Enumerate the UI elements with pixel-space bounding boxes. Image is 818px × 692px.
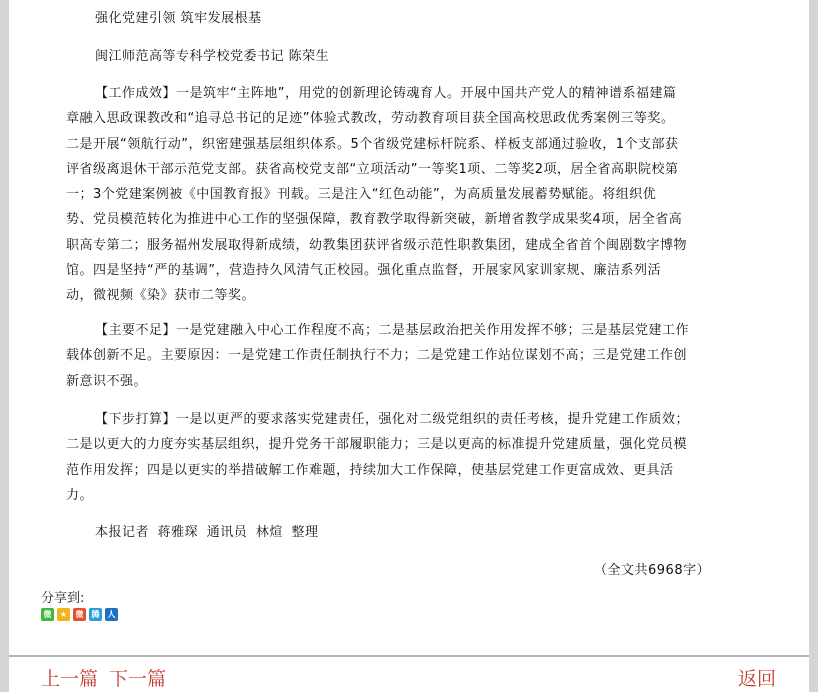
tencent-weibo-icon[interactable]: 腾	[89, 608, 102, 621]
weibo-icon[interactable]: 微	[73, 608, 86, 621]
text-line: 职高专第二；服务福州发展取得新成绩，幼教集团获评省级示范性职教集团，建成全省首个闽剧数字博物	[66, 237, 688, 253]
text-line: 载体创新不足。主要原因：一是党建工作责任制执行不力；二是党建工作站位谋划不高；三是党建工作创	[66, 348, 688, 364]
text-line: 章融入思政课教改和“追寻总书记的足迹”体验式教改，劳动教育项目获全国高校思政优秀案例三等奖。	[66, 111, 675, 127]
share-icon-bar	[41, 608, 118, 621]
word-count: （全文共6968字）	[594, 563, 711, 578]
next-article-link[interactable]: 下一篇	[109, 668, 167, 690]
shortcomings-paragraph	[66, 318, 742, 394]
text-line: 力。	[66, 487, 94, 503]
text-line: 【主要不足】一是党建融入中心工作程度不高；二是基层政治把关作用发挥不够；三是基层党建工作	[95, 323, 690, 338]
share-label: 分享到:	[41, 591, 85, 606]
renren-icon[interactable]: 人	[105, 608, 118, 621]
article-author: 闽江师范高等专科学校党委书记 陈荣生	[95, 49, 330, 64]
text-line: 【工作成效】一是筑牢“主阵地”，用党的创新理论铸魂育人。开展中国共产党人的精神谱系福建篇	[95, 86, 677, 101]
achievements-paragraph	[66, 81, 742, 309]
article-credits: 本报记者 蒋雅琛 通讯员 林煊 整理	[95, 525, 319, 540]
text-line: 新意识不强。	[66, 373, 148, 389]
left-gutter	[0, 0, 9, 692]
text-line: 评省级离退休干部示范党支部。获省高校党支部“立项活动”一等奖1项、二等奖2项，居全省高职院校第	[66, 161, 679, 177]
qzone-icon[interactable]: ★	[57, 608, 70, 621]
prev-article-link[interactable]: 上一篇	[41, 668, 99, 690]
text-line: 范作用发挥；四是以更实的举措破解工作难题，持续加大工作保障，使基层党建工作更富成效、更具活	[66, 462, 674, 478]
wechat-icon[interactable]: 微	[41, 608, 54, 621]
article-title: 强化党建引领 筑牢发展根基	[95, 11, 262, 26]
plans-paragraph	[66, 407, 742, 508]
text-line: 二是开展“领航行动”，织密建强基层组织体系。5个省级党建标杆院系、样板支部通过验收，1个支部获	[66, 136, 679, 152]
back-link[interactable]: 返回	[738, 668, 777, 690]
text-line: 【下步打算】一是以更严的要求落实党建责任，强化对二级党组织的责任考核，提升党建工作质效；	[95, 412, 690, 427]
footer-divider	[9, 655, 809, 657]
text-line: 一；3个党建案例被《中国教育报》刊载。三是注入“红色动能”，为高质量发展蓄势赋能。将组织优	[66, 187, 657, 203]
text-line: 二是以更大的力度夯实基层组织，提升党务干部履职能力；三是以更高的标准提升党建质量，强化党员模	[66, 437, 688, 453]
text-line: 动，微视频《染》获市二等奖。	[66, 288, 256, 304]
article-page	[9, 0, 809, 692]
text-line: 势、党员模范转化为推进中心工作的坚强保障，教育教学取得新突破，新增省教学成果奖4项，居全省高	[66, 212, 683, 228]
right-gutter	[809, 0, 818, 692]
text-line: 馆。四是坚持“严的基调”，营造持久风清气正校园。强化重点监督，开展家风家训家规、廉洁系列活	[66, 263, 661, 279]
